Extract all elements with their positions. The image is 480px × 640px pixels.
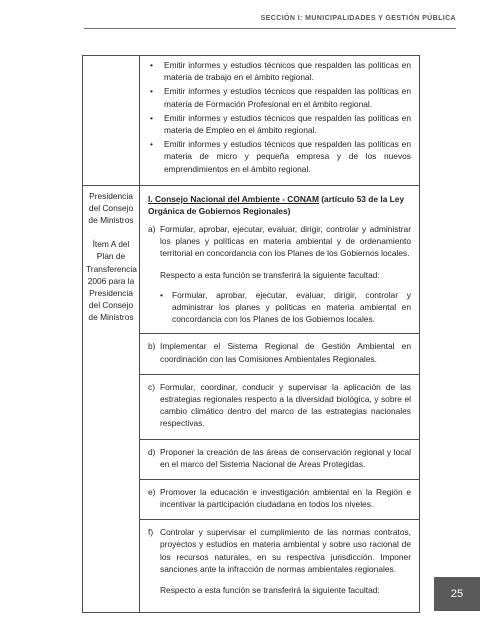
list-item	[148, 59, 411, 83]
bullet-icon: •	[150, 112, 153, 123]
function-f	[148, 526, 411, 575]
transfer-plan-item: Ítem A del Plan de Transferencia 2006 para la Presidencia del Consejo de Ministros	[86, 239, 137, 323]
bullet-icon: •	[150, 139, 153, 150]
divider	[140, 374, 419, 375]
function-b	[148, 340, 411, 364]
heading-underlined: I. Consejo Nacional del Ambiente - CONAM	[148, 193, 319, 204]
function-e	[148, 486, 411, 510]
bullet-text: Emitir informes y estudios técnicos que respalden las políticas en materia de Formación Profesional en el ámbito regional.	[164, 86, 411, 109]
row1-right-cell	[140, 56, 420, 186]
row2-right-cell	[140, 185, 420, 613]
function-a	[148, 223, 411, 260]
bullet-icon: •	[150, 60, 153, 70]
row2-left-cell	[83, 185, 140, 613]
header-rule	[84, 28, 456, 29]
page-number: 25	[434, 577, 480, 611]
item-letter: e)	[148, 486, 156, 497]
function-d	[148, 446, 411, 470]
functions-table	[82, 55, 420, 613]
list-item	[148, 85, 411, 109]
item-text: Promover la educación e investigación ambiental en la Región e incentivar la participación ciudadana en todos los niveles.	[160, 486, 411, 510]
item-text: Proponer la creación de las áreas de conservación regional y local en el marco del Sistema Nacional de Áreas Protegidas.	[160, 446, 411, 469]
item-letter: d)	[148, 446, 156, 457]
item-letter: f)	[148, 527, 154, 538]
item-letter: c)	[148, 381, 155, 392]
item-text: Formular, aprobar, ejecutar, evaluar, dirigir, controlar y administrar los planes y políticas en materia ambiental y de ordenamiento territorial en concordancia con los Planes de los Gobiernos locales.	[160, 224, 411, 259]
item-letter: a)	[148, 224, 156, 235]
list-item	[148, 112, 411, 136]
entity-name: Presidencia del Consejo de Ministros	[88, 190, 134, 226]
bullet-text: Emitir informes y estudios técnicos que respalden las políticas en materia de micro y pequeña empresa y de los nuevos emprendimientos en el ámbito regional.	[164, 139, 411, 174]
function-heading	[148, 193, 411, 217]
heading-rest: (artículo 53 de la Ley Orgánica de Gobiernos Regionales)	[148, 193, 405, 216]
table-row	[83, 56, 420, 186]
function-c	[148, 381, 411, 430]
divider	[140, 479, 419, 480]
bullet-icon: •	[160, 289, 163, 300]
transfer-note: Respecto a esta función se transferirá la siguiente facultad:	[160, 585, 380, 595]
list-item	[160, 289, 411, 326]
bullet-text: Emitir informes y estudios técnicos que respalden las políticas en materia de Empleo en el ámbito regional.	[164, 112, 411, 135]
row1-left-cell	[83, 56, 140, 186]
faculty-text: Formular, aprobar, ejecutar, evaluar, dirigir, controlar y administrar los planes y políticas en materia ambiental en concordancia con los Planes de los Gobiernos locales.	[172, 289, 411, 325]
item-text: Formular, coordinar, conducir y supervisar la aplicación de las estrategias regionales respecto a la diversidad biológica, y sobre el cambio climático dentro del marco de las estrategias nacionales respectivas.	[160, 381, 411, 429]
divider	[140, 439, 419, 440]
list-item	[148, 138, 411, 175]
section-header: SECCIÓN I: MUNICIPALIDADES Y GESTIÓN PÚBLICA	[260, 15, 456, 22]
item-text: Controlar y supervisar el cumplimiento de las normas contratos, proyectos y estudios en materia ambiental y sobre uso racional de los recursos naturales, en su respectiva jurisdicción. Imponer sanciones ante la infracción de normas ambientales regionales.	[160, 527, 411, 574]
table-row	[83, 185, 420, 613]
item-text: Implementar el Sistema Regional de Gestión Ambiental en coordinación con las Comisiones Ambientales Regionales.	[160, 341, 411, 364]
divider	[140, 333, 419, 334]
bullet-text: Emitir informes y estudios técnicos que respalden las políticas en materia de trabajo en el ámbito regional.	[164, 60, 411, 83]
divider	[140, 519, 419, 520]
item-letter: b)	[148, 341, 156, 352]
bullet-icon: •	[150, 86, 153, 97]
transfer-note: Respecto a esta función se transferirá la siguiente facultad:	[160, 269, 380, 280]
